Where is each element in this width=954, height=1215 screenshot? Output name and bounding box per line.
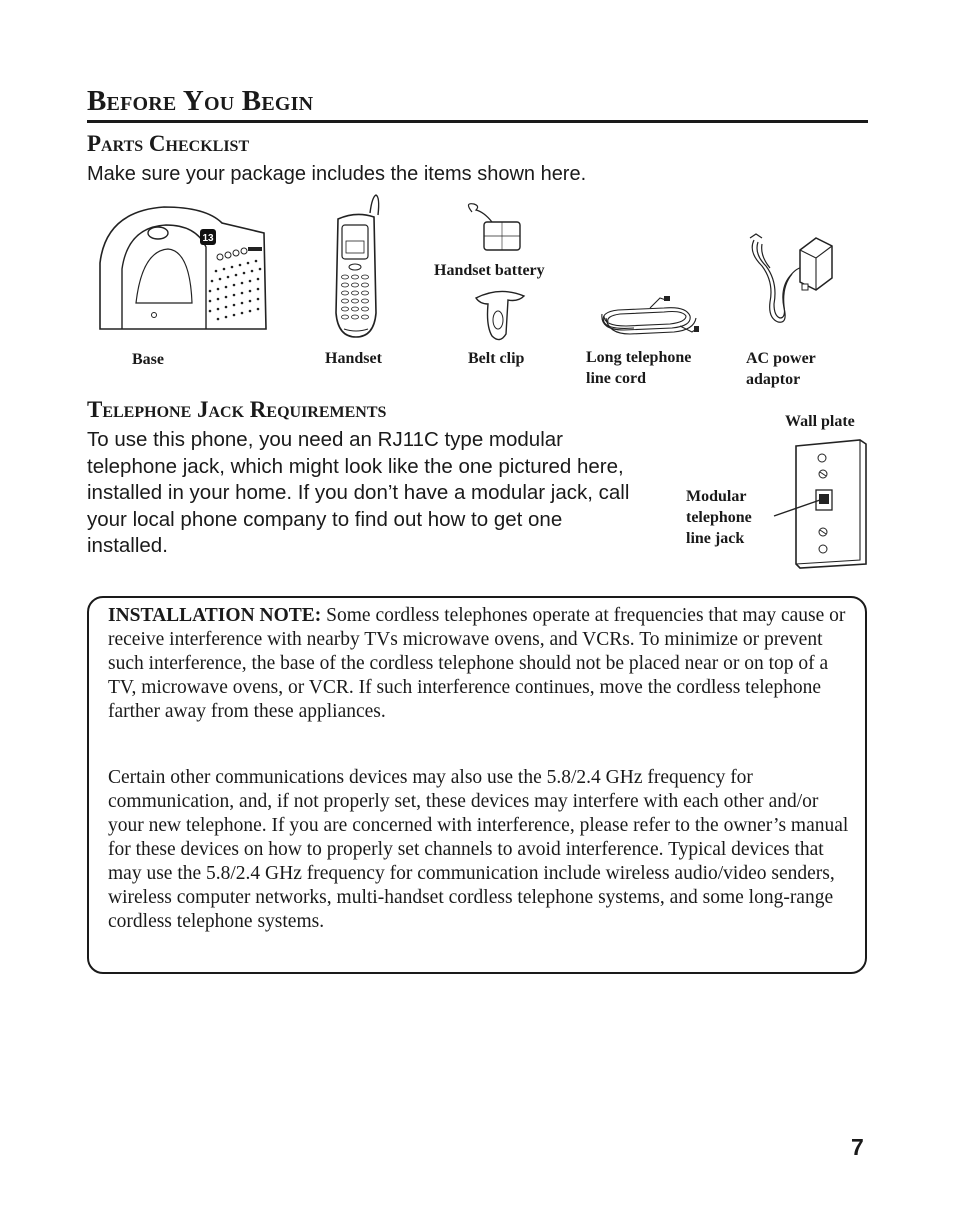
phone-base-icon: [96, 203, 276, 333]
wall-plate-icon: [768, 436, 870, 570]
modular-jack-label-line3: line jack: [686, 530, 745, 547]
handset-icon: [330, 193, 382, 341]
page-title: Before You Begin: [87, 85, 314, 117]
parts-checklist-heading: Parts Checklist: [87, 131, 250, 156]
installation-note-text-1: Some cordless telephones operate at frequencies that may cause or receive interference with nearby TVs microwave ovens, and VCRs. To minimize or prevent such interference, the base of the cordless telephone should not be placed near or on top of a TV, microwave ovens, or VCR. If such interference continues, move the cordless telephone farther away from these appliances.: [108, 605, 846, 722]
title-rule: [87, 120, 868, 123]
modular-jack-label-line2: telephone: [686, 509, 752, 526]
battery-icon: [462, 200, 524, 254]
parts-label-handset: Handset: [325, 350, 382, 367]
line-cord-label-line2: line cord: [586, 370, 646, 387]
jack-requirements-heading: Telephone Jack Requirements: [87, 397, 387, 422]
page-number: 7: [851, 1134, 864, 1160]
parts-label-battery: Handset battery: [434, 262, 545, 279]
installation-note-label: INSTALLATION NOTE:: [108, 605, 322, 626]
jack-requirements-body: To use this phone, you need an RJ11C type modular telephone jack, which might look like the one pictured here, installed in your home. If you don’t have a modular jack, call your local phone company to find out how to get one installed.: [87, 428, 630, 557]
parts-label-belt-clip: Belt clip: [468, 350, 525, 367]
modular-jack-label: [686, 486, 752, 549]
line-cord-label-line1: Long telephone: [586, 349, 692, 366]
belt-clip-icon: [470, 286, 530, 346]
parts-label-line-cord: [586, 347, 691, 389]
parts-label-base: Base: [132, 351, 164, 368]
parts-checklist-intro: Make sure your package includes the items shown here.: [87, 163, 587, 185]
installation-note-paragraph-2: Certain other communications devices may also use the 5.8/2.4 GHz frequency for communication, and, if not properly set, these devices may interfere with each other and/or your new telephone. If you are concerned with interference, please refer to the owner’s manual for these devices on how to properly set channels to avoid interference. Typical devices that may use the 5.8/2.4 GHz frequency for communication include wireless audio/video senders, wireless computer networks, multi-handset cordless telephone systems, and some long-range cordless telephone systems.: [108, 767, 849, 932]
wall-plate-label: Wall plate: [785, 413, 855, 430]
modular-jack-label-line1: Modular: [686, 488, 747, 505]
power-adaptor-icon: [744, 232, 836, 326]
base-display-digit: 13: [202, 233, 214, 244]
line-cord-icon: [594, 294, 700, 340]
parts-label-power-adaptor: [746, 348, 816, 390]
power-adaptor-label-line2: adaptor: [746, 371, 801, 388]
power-adaptor-label-line1: AC power: [746, 350, 816, 367]
installation-note-paragraph-1: [108, 604, 856, 724]
